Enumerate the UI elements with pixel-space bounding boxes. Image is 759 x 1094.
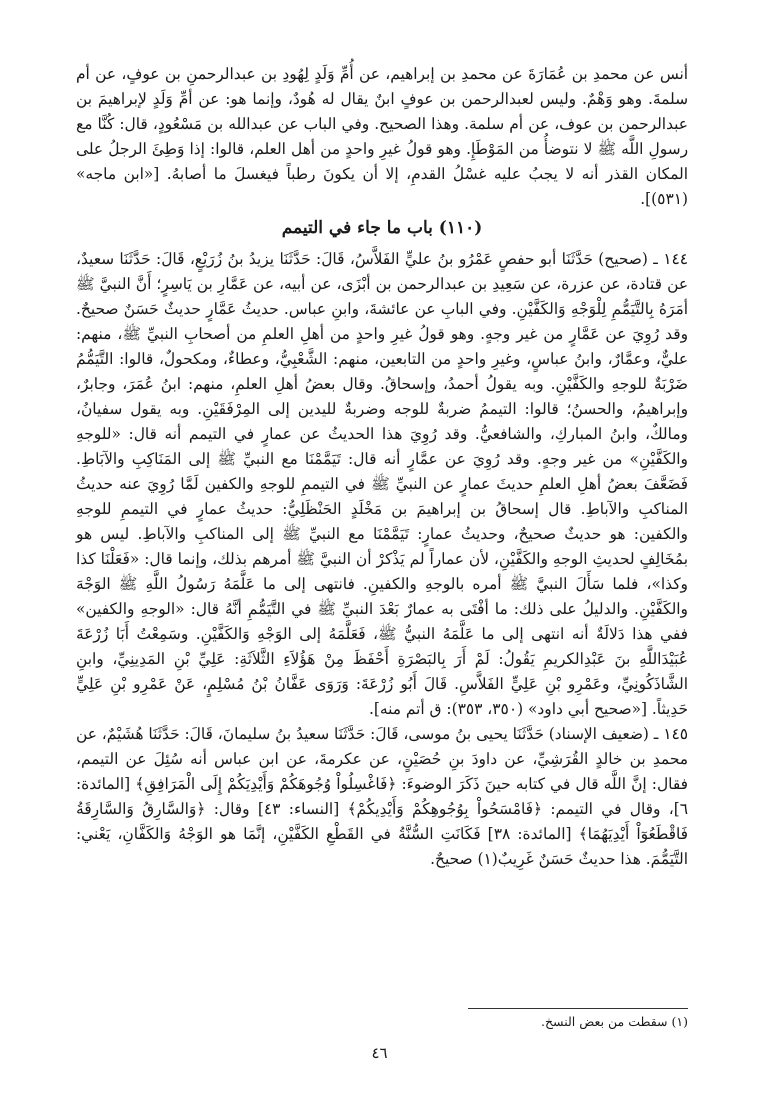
chapter-heading: (١١٠) باب ما جاء في التيمم (281, 218, 483, 238)
page-number: ٤٦ (371, 1044, 388, 1062)
footnote-separator (468, 1008, 688, 1009)
hadith-145: ١٤٥ ـ (ضعيف الإسناد) حَدَّثَنَا يحيى بنُ موسى، قَالَ: حَدَّثَنَا سعيدُ بنُ سليمانَ، قَالَ: حَدَّثَنَا هُشَيْمٌ، عن محمدِ بن خالدٍ القُرَشِيِّ، عن داودَ بنِ حُصَيْنٍ، عن عكرمةَ، عن ابن عباس أنه سُئِلَ عن التيمم، فقال: إنَّ اللَّه قال في كتابه حينَ ذَكَرَ الوضوءَ: ﴿فَاغْسِلُواْ وُجُوهَكُمْ وَأَيْدِيَكُمْ إِلَى الْمَرَافِقِ﴾ [المائدة: ٦]، وقال في التيمم: ﴿فَامْسَحُواْ بِوُجُوهِكُمْ وَأَيْدِيكُمْ﴾ [النساء: ٤٣] وقال: ﴿وَالسَّارِقُ وَالسَّارِقَةُ فَاقْطَعُوٓاْ أَيْدِيَهُمَا﴾ [المائدة: ٣٨] فَكَانَتِ السُّنَّةُ في القَطْعِ الكَفَّيْنِ، إنَّمَا هو الوَجْهُ وَالكَفَّانِ، يَعْني: التَّيَمُّمَ. هذا حديثٌ حَسَنٌ غَرِيبٌ(١) صحيحٌ. (76, 725, 689, 868)
main-text (76, 62, 688, 872)
hadith-144: ١٤٤ ـ (صحيح) حَدَّثَنَا أبو حفصٍ عَمْرُو بنُ عليٍّ الفَلاَّسُ، قَالَ: حَدَّثَنَا يزيدُ بنُ زُرَيْعٍ، قَالَ: حَدَّثَنَا سعيدٌ، عن قتادة، عن عزرة، عن سَعِيدِ بن عبدالرحمن بن أبْزَى، عن أبيه، عن عَمَّارِ بن يَاسِرٍ؛ أَنَّ النبيَّ ﷺ أمَرَهُ بِالتَّيَمُّمِ لِلْوَجْهِ وَالكَفَّيْنِ. وفي البابِ عن عائشةَ، وابنِ عباس. حديثُ عَمَّارٍ حديثٌ حَسَنٌ صحيحٌ. وقد رُوِيَ عن عَمَّارٍ من غير وجهٍ. وهو قولُ غيرِ واحدٍ من أهلِ العلمِ من أصحابِ النبيِّ ﷺ، منهم: عليٌّ، وعمَّارٌ، وابنُ عباسٍ، وغيرِ واحدٍ من التابعين، منهم: الشَّعْبِيُّ، وعطاءٌ، ومكحولٌ، قالوا: التَّيَمُّمُ ضَرْبَةٌ للوجهِ والكَفَّيْنِ. وبه يقولُ أحمدُ، وإسحاقُ. وقال بعضُ أهلِ العلمِ، منهم: ابنُ عُمَرَ، وجابرٌ، وإبراهيمُ، والحسنُ؛ قالوا: التيممُ ضربةٌ للوجه وضربةٌ لليدين إلى المِرْفَقَيْنِ. وبه يقول سفيانُ، ومالكٌ، وابنُ المباركِ، والشافعيُّ. وقد رُوِيَ هذا الحديثُ عن عمارٍ في التيمم أنه قال: «للوجهِ والكَفَّيْنِ» من غير وجهٍ. وقد رُوِيَ عن عمَّارٍ أنه قال: تَيَمَّمْنَا مع النبيِّ ﷺ إلى المَنَاكِبِ والآبَاطِ. فَضَعَّفَ بعضُ أهلِ العلمِ حديثَ عمارٍ عن النبيِّ ﷺ في التيممِ للوجهِ والكفين لَمَّا رُوِيَ عنه حديثُ المناكبِ والآباطِ. قال إسحاقُ بن إبراهيمَ بن مَخْلَدٍ الحَنْظَلِيُّ: حديثُ عمارٍ في التيممِ للوجهِ والكفين: هو حديثٌ صحيحٌ، وحديثُ عمارٍ: تَيَمَّمْنَا مع النبيِّ ﷺ إلى المناكبِ والآباطِ. ليس هو بمُخَالِفٍ لحديثِ الوجهِ والكَفَّيْنِ، لأن عماراً لم يَذْكرْ أن النبيَّ ﷺ أمرهم بذلك، وإنما قال: «فَعَلْنَا كذا وكذا»، فلما سَأَلَ النبيَّ ﷺ أمره بالوجهِ والكفينِ. فانتهى إلى ما عَلَّمَهُ رَسُولُ اللَّهِ ﷺ الوَجْهَ والكَفَّيْنِ. والدليلُ على ذلك: ما أفْتَى به عمارٌ بَعْدَ النبيِّ ﷺ في التَّيَمُّمِ أنَّهُ قال: «الوجهِ والكفين» ففي هذا دَلالَةٌ أنه انتهى إلى ما عَلَّمَهُ النبيُّ ﷺ، فَعَلَّمَهُ إلى الوَجْهِ وَالكَفَّيْنِ. وسَمِعْتُ أَبَا زُرْعَةَ عُبَيْدَاللَّهِ بنَ عَبْدِالكريمِ يَقُولُ: لَمْ أَرَ بِالبَصْرَةِ أَحْفَظَ مِنْ هَؤُلاَءِ الثَّلاَثَةِ: عَلِيِّ بْنِ المَدِينِيِّ، وابنِ الشَّاذَكُونِيِّ، وعَمْرِو بْنِ عَلِيٍّ الفَلاَّسِ. قَالَ أَبُو زُرْعَةَ: وَرَوَى عَفَّانُ بْنُ مُسْلِمٍ، عَنْ عَمْرِو بْنِ عَلِيٍّ حَدِيثاً. [«صحيح أبي داود» (٣٥٠، ٣٥٣): ق أتم منه]. (76, 250, 688, 718)
paragraph-continuation: أنس عن محمدِ بن عُمَارَةَ عن محمدِ بن إبراهيم، عن أُمِّ وَلَدٍ لِهُودِ بن عبدالرحمنِ بن عوفٍ، عن أم سلمةَ. وهو وَهْمٌ. وليس لعبدالرحمن بن عوفٍ ابنٌ يقال له هُودٌ، وإنما هو: عن أمِّ وَلَدٍ لإبراهيمَ بن عبدالرحمن بن عوف، عن أم سلمة. وهذا الصحيح. وفي الباب عن عبدالله بن مَسْعُودٍ، قال: كُنَّا مع رسولِ اللَّه ﷺ لا نتوضأُ من المَوْطَإِ. وهو قولُ غيرِ واحدٍ من أهل العلم، قالوا: إذا وَطِئَ الرجلُ على المكان القذر أنه لا يجبُ عليه غسْلُ القدمِ، إلا أن يكونَ رطباً فيغسلَ ما أصابهُ. [«ابن ماجه» (٥٣١)]. (76, 65, 688, 208)
footnote: (١) سقطت من بعض النسخ. (541, 1014, 688, 1029)
